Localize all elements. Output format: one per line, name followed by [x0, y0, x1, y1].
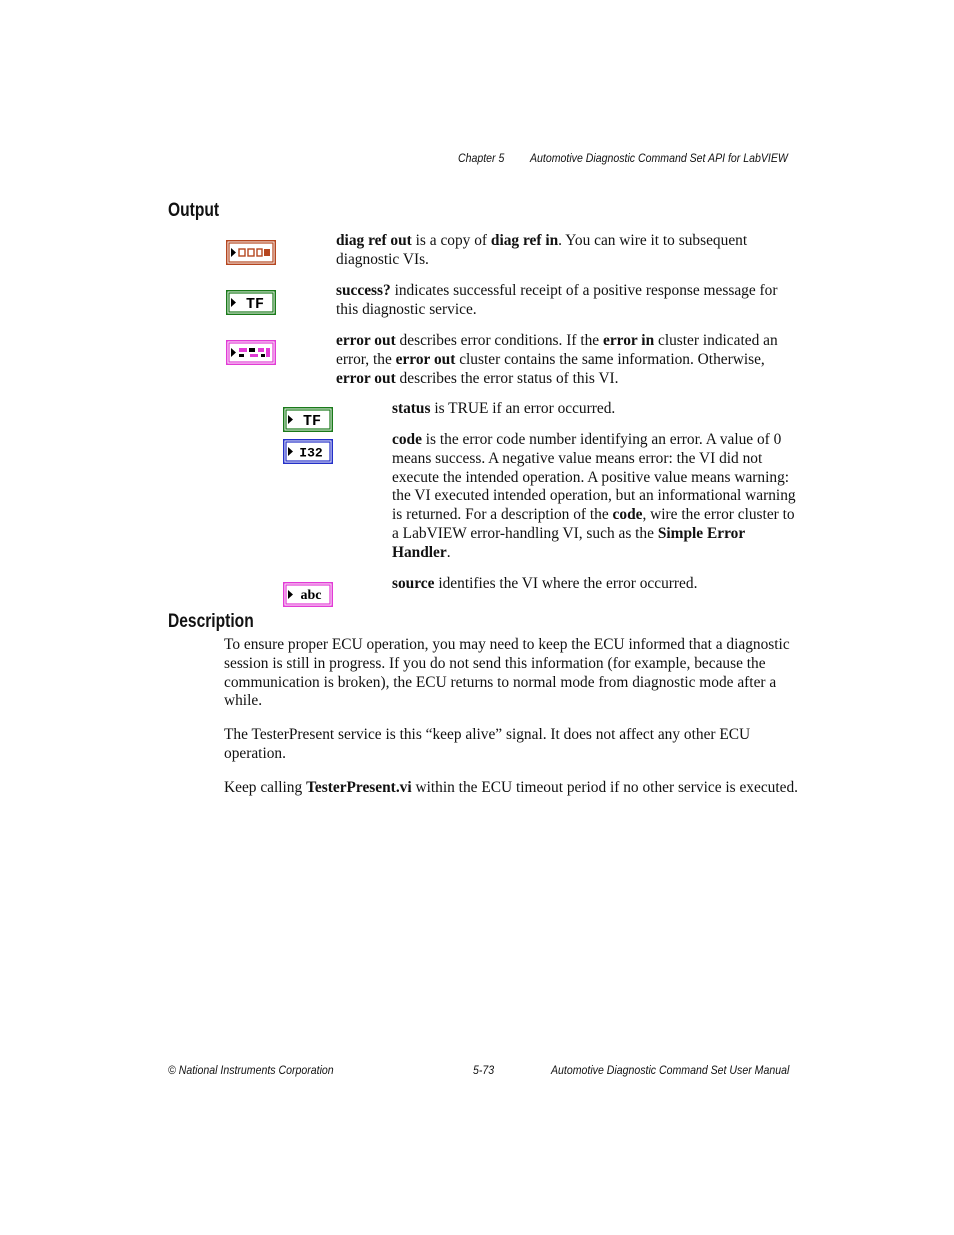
param-text: is a copy of [411, 232, 491, 249]
param-ref: code [612, 506, 643, 524]
vi-name: TesterPresent.vi [306, 779, 412, 796]
param-name: success? [336, 282, 391, 299]
param-text: identifies the VI where the error occurred. [434, 575, 698, 592]
description-paragraph-2: The TesterPresent service is this “keep alive” signal. It does not affect any other ECU operation. [224, 726, 751, 762]
output-item-success [336, 282, 800, 320]
description-paragraph-3 [224, 779, 814, 798]
sub-item-code [392, 431, 800, 563]
boolean-tf-icon [283, 407, 333, 432]
param-text: . [446, 543, 451, 561]
param-name: source [392, 575, 435, 592]
boolean-tf-icon [226, 290, 276, 315]
header-title: Automotive Diagnostic Command Set API for LabVIEW [530, 151, 788, 165]
diag-ref-terminal-icon [226, 240, 276, 265]
param-text: is the error code number identifying an error. A value of 0 means success. A negative value means error: the VI did not execute the intended operation. A positive value means warning: the VI executed intended operation, but an informational warning is returned. For a description of the [392, 431, 796, 524]
footer-page-number: 5-73 [473, 1063, 495, 1077]
param-text: indicates successful receipt of a positive response message for this diagnostic service. [336, 282, 778, 318]
param-ref: error out [336, 369, 396, 387]
param-name: error out [336, 332, 396, 349]
icon-label: TF [302, 413, 322, 430]
error-cluster-icon [226, 340, 276, 365]
param-text: cluster contains the same information. Otherwise, [455, 350, 765, 368]
param-text: is TRUE if an error occurred. [430, 400, 616, 417]
header-chapter: Chapter 5 [458, 151, 505, 165]
output-heading: Output [168, 200, 220, 221]
param-text: . You can wire it to subsequent diagnostic VIs. [336, 232, 748, 268]
param-ref: Simple Error Handler [392, 524, 745, 561]
icon-label: I32 [299, 445, 323, 461]
footer-manual-title: Automotive Diagnostic Command Set User Manual [551, 1063, 790, 1077]
sub-item-status [392, 400, 800, 419]
param-text: describes error conditions. If the [395, 332, 603, 349]
param-text: describes the error status of this VI. [395, 369, 619, 387]
paragraph-text: Keep calling [224, 779, 307, 796]
param-ref: error out [395, 350, 456, 368]
output-item-error-out [336, 332, 800, 388]
param-name: diag ref out [336, 232, 412, 249]
param-ref: diag ref in [490, 232, 559, 249]
string-abc-icon [283, 582, 333, 607]
i32-numeric-icon [283, 439, 333, 464]
footer-copyright: © National Instruments Corporation [168, 1063, 334, 1077]
param-text: cluster indicated an error, the [336, 332, 778, 368]
param-ref: error in [602, 332, 655, 349]
param-name: status [392, 400, 431, 417]
description-heading: Description [168, 611, 254, 632]
description-paragraph-1: To ensure proper ECU operation, you may need to keep the ECU informed that a diagnostic session is still in progress. If you do not send this information (for example, because the communication is broken), the ECU returns to normal mode from diagnostic mode after a while. [224, 636, 790, 710]
icon-label: abc [300, 588, 322, 603]
paragraph-text: within the ECU timeout period if no other service is executed. [411, 779, 799, 796]
param-text: , wire the error cluster to a LabVIEW error-handling VI, such as the [392, 506, 795, 542]
param-name: code [392, 431, 422, 448]
icon-label: TF [245, 296, 265, 313]
output-item-diag-ref-out [336, 232, 800, 270]
sub-item-source [392, 575, 800, 594]
